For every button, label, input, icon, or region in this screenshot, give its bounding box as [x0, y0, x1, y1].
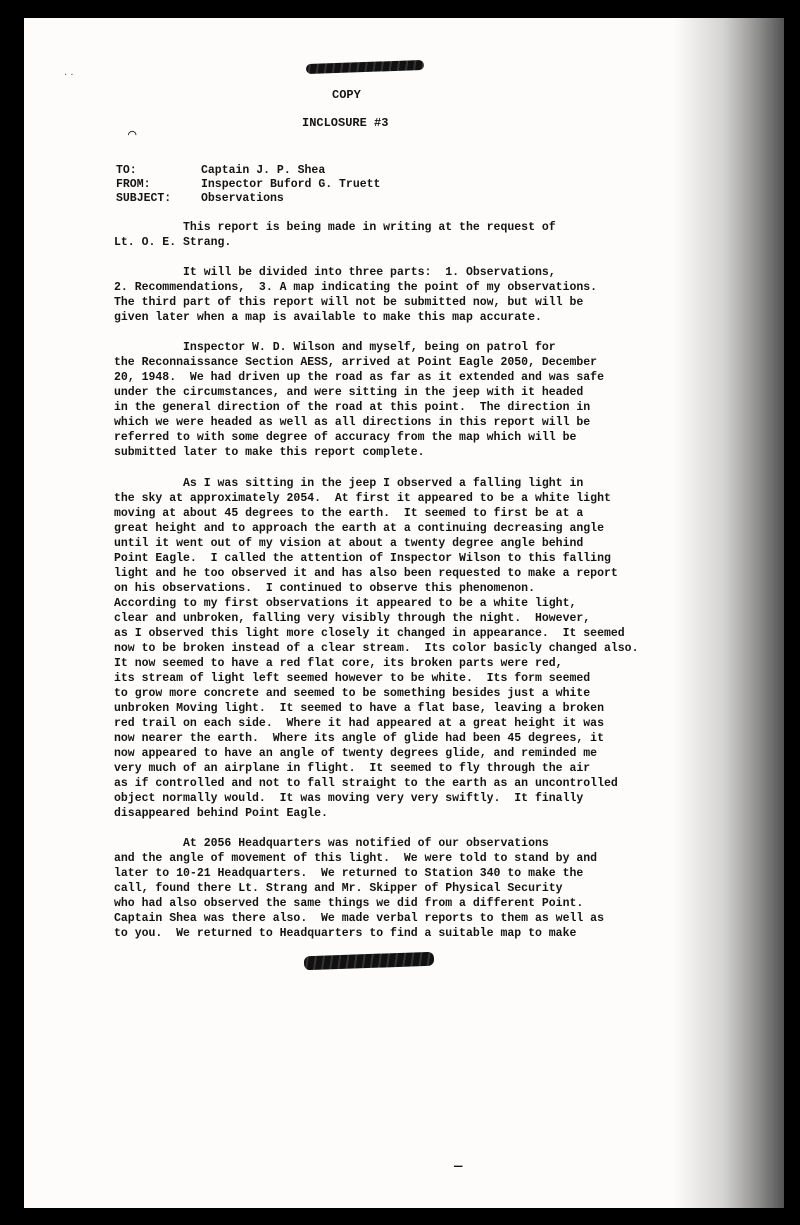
from-value: Inspector Buford G. Truett: [201, 178, 381, 191]
body-line: 2. Recommendations, 3. A map indicating the point of my observations.: [114, 281, 598, 294]
body-line: According to my first observations it appeared to be a white light,: [114, 597, 577, 610]
scan-speck: · ·: [64, 70, 74, 81]
body-line: now to be broken instead of a clear stream. Its color basicly changed also.: [114, 642, 639, 655]
body-line: as if controlled and not to fall straight to the earth as an uncontrolled: [114, 777, 618, 790]
document-page: [24, 18, 784, 1208]
body-line: light and he too observed it and has also been requested to make a report: [114, 567, 618, 580]
from-label: FROM:: [116, 178, 151, 191]
body-line: disappeared behind Point Eagle.: [114, 807, 328, 820]
body-line: in the general direction of the road at this point. The direction in: [114, 401, 591, 414]
body-line: now appeared to have an angle of twenty degrees glide, and reminded me: [114, 747, 598, 760]
body-line: under the circumstances, and were sitting in the jeep with it headed: [114, 386, 584, 399]
body-line: the Reconnaissance Section AESS, arrived at Point Eagle 2050, December: [114, 356, 598, 369]
to-label: TO:: [116, 164, 137, 177]
body-line: call, found there Lt. Strang and Mr. Skipper of Physical Security: [114, 882, 563, 895]
body-line: Lt. O. E. Strang.: [114, 236, 232, 249]
redaction-bar-top: [306, 60, 424, 74]
body-line: as I observed this light more closely it changed in appearance. It seemed: [114, 627, 625, 640]
body-line: It will be divided into three parts: 1. Observations,: [114, 266, 556, 279]
body-line: who had also observed the same things we did from a different Point.: [114, 897, 584, 910]
body-line: and the angle of movement of this light. We were told to stand by and: [114, 852, 598, 865]
subject-label: SUBJECT:: [116, 192, 172, 205]
body-line: Captain Shea was there also. We made verbal reports to them as well as: [114, 912, 604, 925]
body-line: Point Eagle. I called the attention of Inspector Wilson to this falling: [114, 552, 611, 565]
body-line: At 2056 Headquarters was notified of our observations: [114, 837, 549, 850]
body-line: Inspector W. D. Wilson and myself, being on patrol for: [114, 341, 556, 354]
body-line: now nearer the earth. Where its angle of glide had been 45 degrees, it: [114, 732, 604, 745]
body-line: to you. We returned to Headquarters to find a suitable map to make: [114, 927, 577, 940]
redaction-bar-bottom: [304, 952, 434, 971]
scan-edge-shadow: [674, 18, 784, 1208]
body-line: referred to with some degree of accuracy from the map which will be: [114, 431, 577, 444]
body-line: its stream of light left seemed however to be white. Its form seemed: [114, 672, 591, 685]
body-line: object normally would. It was moving very very swiftly. It finally: [114, 792, 584, 805]
body-line: The third part of this report will not be submitted now, but will be: [114, 296, 584, 309]
body-line: This report is being made in writing at the request of: [114, 221, 556, 234]
body-line: the sky at approximately 2054. At first it appeared to be a white light: [114, 492, 611, 505]
scan-mark: ⌒: [128, 127, 137, 143]
subject-value: Observations: [201, 192, 284, 205]
body-line: later to 10-21 Headquarters. We returned to Station 340 to make the: [114, 867, 584, 880]
copy-mark: COPY: [332, 88, 361, 102]
body-line: which we were headed as well as all directions in this report will be: [114, 416, 591, 429]
body-line: until it went out of my vision at about a twenty degree angle behind: [114, 537, 584, 550]
body-line: clear and unbroken, falling very visibly through the night. However,: [114, 612, 591, 625]
body-line: 20, 1948. We had driven up the road as far as it extended and was safe: [114, 371, 604, 384]
body-line: red trail on each side. Where it had appeared at a great height it was: [114, 717, 604, 730]
body-line: It now seemed to have a red flat core, its broken parts were red,: [114, 657, 563, 670]
body-line: As I was sitting in the jeep I observed a falling light in: [114, 477, 584, 490]
body-line: very much of an airplane in flight. It seemed to fly through the air: [114, 762, 591, 775]
body-line: submitted later to make this report complete.: [114, 446, 425, 459]
body-line: moving at about 45 degrees to the earth. It seemed to first be at a: [114, 507, 584, 520]
body-line: on his observations. I continued to observe this phenomenon.: [114, 582, 535, 595]
body-line: great height and to approach the earth at a continuing decreasing angle: [114, 522, 604, 535]
page-mark: —: [454, 1159, 463, 1175]
to-value: Captain J. P. Shea: [201, 164, 326, 177]
body-line: unbroken Moving light. It seemed to have a flat base, leaving a broken: [114, 702, 604, 715]
body-line: to grow more concrete and seemed to be something besides just a white: [114, 687, 591, 700]
body-line: given later when a map is available to make this map accurate.: [114, 311, 542, 324]
enclosure-label: INCLOSURE #3: [302, 116, 389, 130]
